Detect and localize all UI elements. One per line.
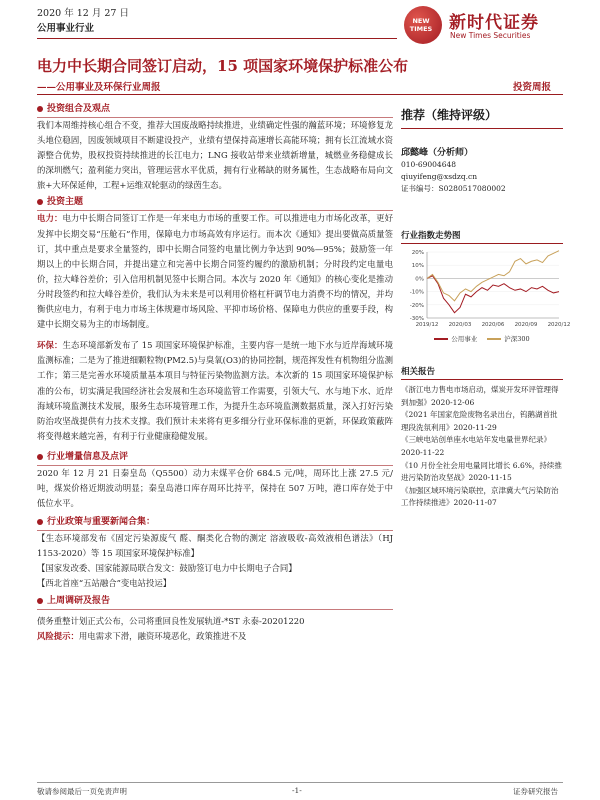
- index-chart-svg: [401, 248, 571, 332]
- chart-legend: [401, 334, 563, 343]
- rating: 推荐（维持评级）: [401, 108, 498, 122]
- section-strategy-heading: 投资组合及观点: [37, 102, 393, 116]
- x-tick-label: 2020/09: [514, 322, 538, 328]
- y-tick-label: -10%: [409, 289, 424, 296]
- footer-disclaimer: 敬请参阅最后一页免责声明: [37, 787, 127, 796]
- risk-warning: 风险提示：用电需求下滑，融资环境恶化，政策推进不及: [37, 630, 247, 641]
- company-logo: [402, 6, 572, 46]
- report-date: 2020 年 12 月 27 日: [37, 8, 129, 19]
- y-tick-label: -30%: [409, 316, 424, 322]
- related-heading: 相关报告: [401, 367, 436, 377]
- footer-divider: [37, 782, 563, 783]
- report-title: 电力中长期合同签订启动，15 项国家环境保护标准公布: [37, 57, 409, 75]
- y-tick-label: 0%: [415, 276, 424, 283]
- chart-heading: 行业指数走势图: [401, 231, 461, 241]
- related-divider: [401, 379, 563, 380]
- legend-hs300: 沪深300: [487, 334, 529, 343]
- analyst-email[interactable]: qiuyifeng@xsdzq.cn: [401, 172, 478, 181]
- analyst-name: 邱懿峰（分析师）: [401, 148, 474, 158]
- section-divider: [37, 609, 393, 610]
- section-strategy-text: 我们本周维持核心组合不变，推荐大国废战略持续推进，业绩确定性强的瀚蓝环境；环境修复龙头地位稳固，因废领域项目不断建设投产，业绩有望保持高速增长高能环境；拥有长江流域水资源整合优势，股权投资持续推进的长江电力；LNG 接收站带来业绩新增量，城燃业务稳健成长的深圳燃气；盈利能力突出，管理运营水平优质，拥有行业稀缺的财务属性，生态战略布局向文旅+大环保延伸，工程+运维双轮驱动的绿茵生态。: [37, 120, 393, 191]
- legend-utilities: 公用事业: [434, 334, 477, 343]
- chart-divider: [401, 243, 563, 244]
- report-meta: [37, 6, 129, 36]
- section-tracking-text: 2020 年 12 月 21 日秦皇岛（Q5500）动力末煤平仓价 684.5 元/吨，周环比上涨 27.5 元/吨，煤炭价格近期波动明显；秦皇岛港口库存周环比持平，保持在 507 万吨，港口库存处于中低位水平。: [37, 467, 393, 509]
- legend-swatch: [434, 338, 448, 340]
- related-list: [401, 384, 563, 510]
- section-company-text: 债务重整计划正式公布，公司将重回良性发展轨道-*ST 永泰-20201220: [37, 615, 305, 626]
- report-industry: 公用事业行业: [37, 23, 95, 34]
- bullet-icon: [37, 519, 43, 525]
- section-theme-power: 电力：电力中长期合同签订工作是一年来电力市场的重要工作。可以推进电力市场化改革，更好发挥中长期交易“压舱石”作用，保障电力市场高效有序运行。而本次《通知》提出要做高质量签订，其中重点是要求全量签约，即中长期合同签约电量比例力争达到 90%—95%；鼓励签一年期以上的中长期合同，并提出建立和完善中长期合同签约履约的激励机制；分时段约定电量电价，拉大峰谷差价；引入信用机制见签中长期合同。本次与 2020 年《通知》的核心变化是推动分时段签约和拉大峰谷差价，我们认为未来是可以利用价格杠杆调节电力消费不均的情况，并均衡供应电力，有利于电力市场主体规避市场风险、平抑市场价格、保障电力供应的重要手段，构建中长期交易为主的市场制度。: [37, 213, 393, 330]
- section-company-heading: 上周调研及报告: [37, 594, 393, 608]
- series-line-hs300: [427, 251, 559, 301]
- analyst-cert: 证书编号：S0280517080002: [401, 184, 506, 193]
- section-theme-env: 环保：生态环境部新发布了 15 项国家环境保护标准，主要内容一是统一地下水与近岸海域环境监测标准；二是为了推进细颗粒物(PM2.5)与臭氧(O3)的协同控制，规范挥发性有机物组分监测工作；第三是完善水环境质量基本项目与特征污染物监测方法。本次新的 15 项国家环境保护标准的公布，切实满足我国经济社会发展和生态环境监管工作需要，引领大气、水与地下水、近岸海域环境监测技术发展，服务生态环境管理工作，为提升生态环境监测数据质量，深入打好污染防治攻坚战提供有力技术支撑。我们预计未来将有更多细分行业环保标准的更新，环保政策蔽阵将变得越来越完善，有利于行业健康稳健发展。: [37, 340, 394, 441]
- bullet-icon: [37, 454, 43, 460]
- y-tick-label: -20%: [409, 302, 424, 309]
- rating-divider: [401, 128, 563, 129]
- bullet-icon: [37, 598, 43, 604]
- x-tick-label: 2019/12: [415, 322, 439, 328]
- bullet-icon: [37, 106, 43, 112]
- analyst-info: [401, 147, 563, 195]
- title-divider: [37, 94, 563, 95]
- bullet-icon: [37, 199, 43, 205]
- index-chart: [401, 248, 571, 332]
- logo-name-en: New Times Securities: [450, 31, 531, 40]
- top-divider: [37, 38, 397, 39]
- section-tracking-heading: 行业增量信息及点评: [37, 450, 393, 464]
- related-item[interactable]: 《浙江电力售电市场启动，煤炭开发环评管理得到加强》2020-12-06: [401, 385, 559, 407]
- policy-item: 【国家发改委、国家能源局联合发文：鼓励签订电力中长期电子合同】: [37, 563, 297, 574]
- x-tick-label: 2020/12: [547, 322, 571, 328]
- page-number: -1-: [292, 786, 302, 795]
- analyst-phone: 010-69004648: [401, 160, 457, 169]
- section-policy-heading: 行业政策与重要新闻合集：: [37, 515, 393, 529]
- policy-item: 【生态环境部发布《固定污染源废气 醛、酮类化合物的测定 溶液吸收-高效液相色谱法》（HJ 1153-2020）等 15 项国家环境保护标准】: [37, 533, 393, 559]
- logo-name-cn: 新时代证券: [449, 13, 539, 33]
- x-tick-label: 2020/06: [481, 322, 505, 328]
- sidebar: [401, 102, 571, 510]
- footer-report-label: 证券研究报告: [513, 787, 558, 796]
- section-theme-heading: 投资主题: [37, 195, 393, 209]
- y-tick-label: 20%: [411, 250, 424, 256]
- logo-emblem-text: NEW TIMES: [409, 17, 433, 33]
- related-item[interactable]: 《三峡电站创单座水电站年发电量世界纪录》2020-11-22: [401, 435, 551, 457]
- related-item[interactable]: 《加强区域环境污染联控，京津冀大气污染防治工作持续推进》2020-11-07: [401, 485, 559, 508]
- report-type: 投资周报: [513, 82, 552, 93]
- x-tick-label: 2020/03: [448, 322, 472, 328]
- y-tick-label: 10%: [411, 263, 424, 270]
- report-subtitle: ——公用事业及环保行业周报: [37, 82, 161, 93]
- policy-item: 【西北首座“五站融合”变电站投运】: [37, 578, 172, 589]
- main-content: [37, 102, 393, 644]
- legend-swatch: [487, 338, 501, 340]
- related-item[interactable]: 《10 月份全社会用电量同比增长 6.6%，持续推进污染防治攻坚战》2020-11-15: [401, 460, 562, 483]
- related-item[interactable]: 《2021 年国家危险废物名录出台，钨鹅湖首批理段洗氛利用》2020-11-29: [401, 410, 558, 432]
